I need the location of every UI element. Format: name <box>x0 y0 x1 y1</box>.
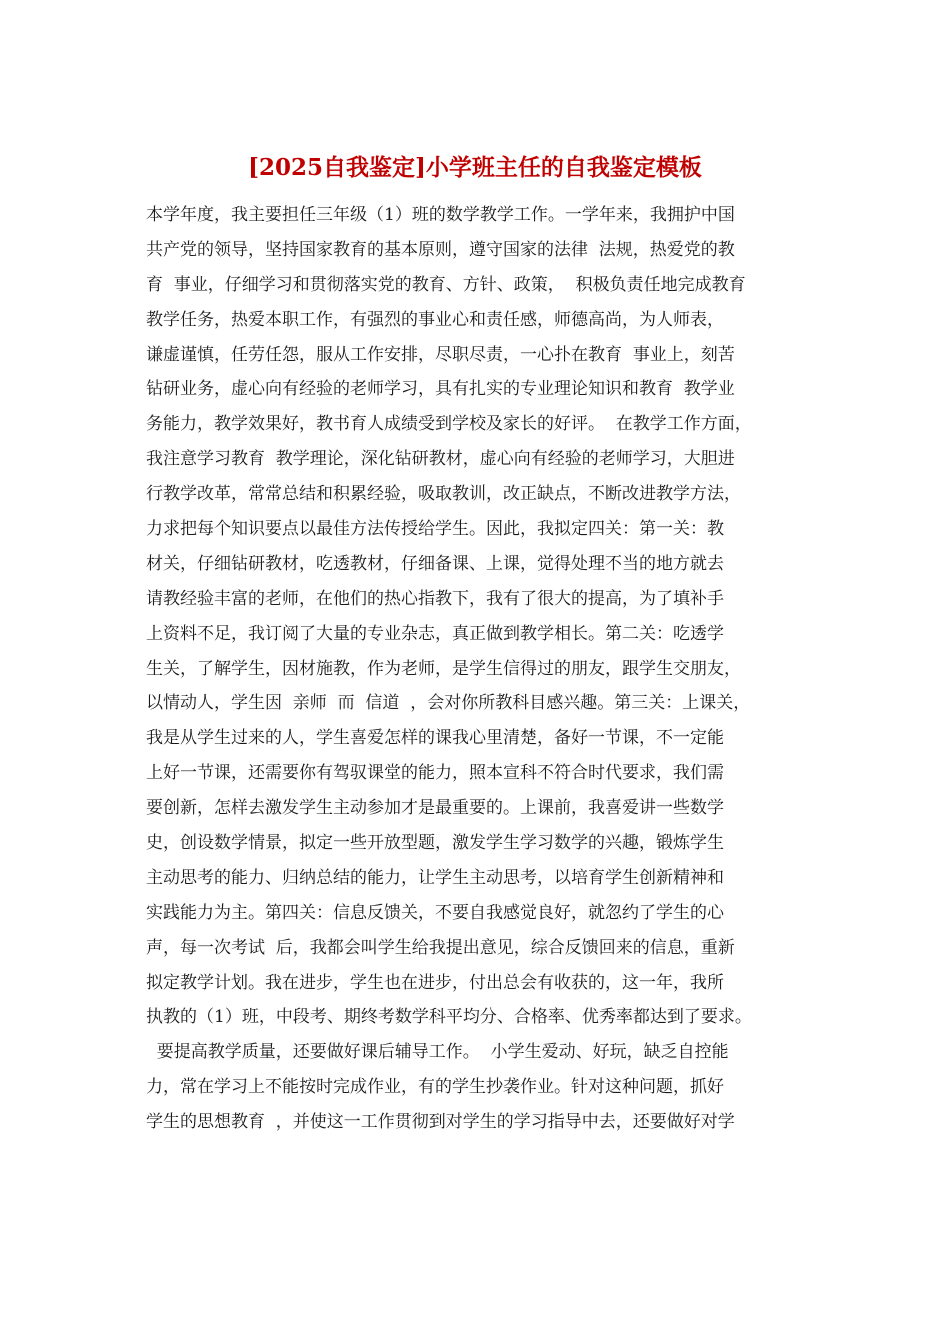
body-line: 生关，了解学生，因材施教，作为老师，是学生信得过的朋友，跟学生交朋友， <box>146 658 741 679</box>
body-line: 执教的（1）班，中段考、期终考数学科平均分、合格率、优秀率都达到了要求。 <box>146 1007 752 1028</box>
body-line: 请教经验丰富的老师，在他们的热心指教下，我有了很大的提高，为了填补手 <box>146 588 724 609</box>
document-body <box>146 198 826 1140</box>
body-line: 教学任务，热爱本职工作，有强烈的事业心和责任感，师德高尚，为人师表， <box>146 309 724 330</box>
body-line: 以情动人，学生因 亲师 而 信道 ，会对你所教科目感兴趣。第三关：上课关， <box>146 693 751 714</box>
body-line: 上资料不足，我订阅了大量的专业杂志，真正做到教学相长。第二关：吃透学 <box>146 623 724 644</box>
body-line: 谦虚谨慎，任劳任怨，服从工作安排，尽职尽责，一心扑在教育 事业上，刻苦 <box>146 344 735 365</box>
body-line: 我注意学习教育 教学理论，深化钻研教材，虚心向有经验的老师学习，大胆进 <box>146 449 735 470</box>
body-line: 力，常在学习上不能按时完成作业，有的学生抄袭作业。针对这种问题，抓好 <box>146 1077 724 1098</box>
body-line: 史，创设数学情景，拟定一些开放型题，激发学生学习数学的兴趣，锻炼学生 <box>146 833 724 854</box>
body-line: 实践能力为主。第四关：信息反馈关，不要自我感觉良好，就忽约了学生的心 <box>146 902 724 923</box>
body-line: 主动思考的能力、归纳总结的能力，让学生主动思考，以培育学生创新精神和 <box>146 867 724 888</box>
body-line: 要创新，怎样去激发学生主动参加才是最重要的。上课前，我喜爱讲一些数学 <box>146 798 724 819</box>
body-line: 上好一节课，还需要你有驾驭课堂的能力，照本宣科不符合时代要求，我们需 <box>146 763 724 784</box>
body-line: 我是从学生过来的人，学生喜爱怎样的课我心里清楚，备好一节课，不一定能 <box>146 728 724 749</box>
body-line: 共产党的领导，坚持国家教育的基本原则，遵守国家的法律 法规，热爱党的教 <box>146 239 735 260</box>
body-line: 务能力，教学效果好，教书育人成绩受到学校及家长的好评。 在教学工作方面， <box>146 414 752 435</box>
body-line: 钻研业务，虚心向有经验的老师学习，具有扎实的专业理论知识和教育 教学业 <box>146 379 735 400</box>
body-line: 学生的思想教育 ，并使这一工作贯彻到对学生的学习指导中去，还要做好对学 <box>146 1112 735 1133</box>
body-line: 材关，仔细钻研教材，吃透教材，仔细备课、上课，觉得处理不当的地方就去 <box>146 553 724 574</box>
body-line: 行教学改革，常常总结和积累经验，吸取教训，改正缺点，不断改进教学方法， <box>146 484 741 505</box>
body-line: 声，每一次考试 后，我都会叫学生给我提出意见，综合反馈回来的信息，重新 <box>146 937 735 958</box>
document-title: [2025自我鉴定]小学班主任的自我鉴定模板 <box>248 154 702 181</box>
body-line: 拟定教学计划。我在进步，学生也在进步，付出总会有收获的，这一年，我所 <box>146 972 724 993</box>
body-line: 要提高教学质量，还要做好课后辅导工作。 小学生爱动、好玩，缺乏自控能 <box>146 1042 729 1063</box>
body-line: 力求把每个知识要点以最佳方法传授给学生。因此，我拟定四关：第一关：教 <box>146 519 724 540</box>
body-line: 育 事业，仔细学习和贯彻落实党的教育、方针、政策， 积极负责任地完成教育 <box>146 274 746 295</box>
body-line: 本学年度，我主要担任三年级（1）班的数学教学工作。一学年来，我拥护中国 <box>146 205 735 225</box>
